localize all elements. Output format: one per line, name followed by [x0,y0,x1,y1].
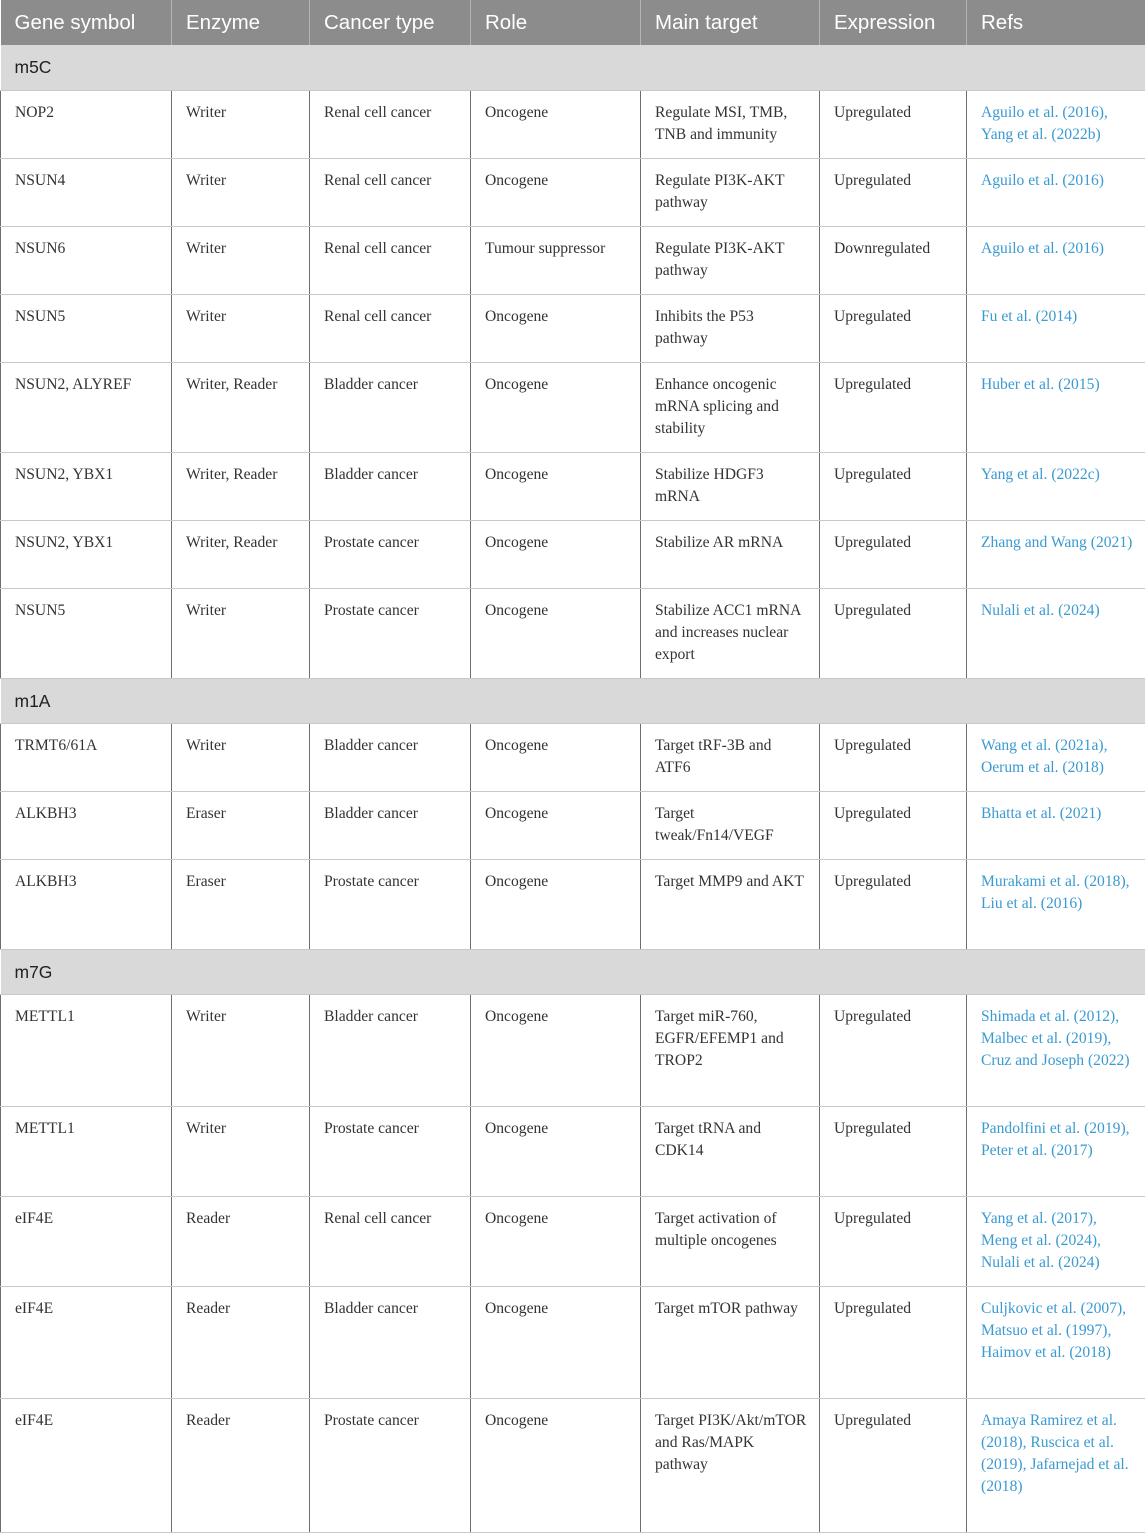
cell-gene-symbol: NSUN2, YBX1 [1,520,172,588]
table-row [1,1286,1145,1398]
cell-enzyme: Writer [172,158,310,226]
cell-main-target: Target MMP9 and AKT [641,859,820,949]
header-role: Role [471,0,641,45]
cell-role: Oncogene [471,294,641,362]
cell-expression: Upregulated [820,520,967,588]
table-row [1,452,1145,520]
cell-expression: Upregulated [820,859,967,949]
cell-role: Oncogene [471,452,641,520]
cell-expression: Upregulated [820,1286,967,1398]
cell-cancer-type: Bladder cancer [310,723,471,791]
cell-cancer-type: Bladder cancer [310,791,471,859]
cell-role: Tumour suppressor [471,226,641,294]
section-label: m5C [1,45,1145,90]
table-header [1,0,1145,45]
table-row [1,294,1145,362]
cell-gene-symbol: NSUN2, YBX1 [1,452,172,520]
cell-main-target: Target activation of multiple oncogenes [641,1196,820,1286]
cell-gene-symbol: NOP2 [1,90,172,158]
cell-expression: Upregulated [820,90,967,158]
cell-cancer-type: Bladder cancer [310,362,471,452]
cell-enzyme: Writer, Reader [172,452,310,520]
cell-expression: Upregulated [820,588,967,678]
cell-main-target: Stabilize ACC1 mRNA and increases nuclear export [641,588,820,678]
cell-cancer-type: Bladder cancer [310,994,471,1106]
cell-refs[interactable]: Nulali et al. (2024) [967,588,1145,678]
cell-gene-symbol: eIF4E [1,1286,172,1398]
cell-cancer-type: Renal cell cancer [310,226,471,294]
cell-enzyme: Reader [172,1196,310,1286]
cell-enzyme: Writer [172,226,310,294]
cell-expression: Upregulated [820,158,967,226]
cell-main-target: Target tRNA and CDK14 [641,1106,820,1196]
section-label: m1A [1,678,1145,723]
cell-enzyme: Eraser [172,791,310,859]
table-row [1,588,1145,678]
cell-refs[interactable]: Aguilo et al. (2016) [967,226,1145,294]
cell-enzyme: Writer, Reader [172,520,310,588]
header-expression: Expression [820,0,967,45]
cell-expression: Downregulated [820,226,967,294]
cell-gene-symbol: NSUN5 [1,588,172,678]
cell-cancer-type: Prostate cancer [310,859,471,949]
table-row [1,1398,1145,1532]
cell-cancer-type: Prostate cancer [310,1398,471,1532]
table-row [1,520,1145,588]
cell-main-target: Regulate PI3K-AKT pathway [641,158,820,226]
table-row [1,994,1145,1106]
cell-expression: Upregulated [820,723,967,791]
cell-enzyme: Reader [172,1398,310,1532]
cell-role: Oncogene [471,158,641,226]
cell-role: Oncogene [471,859,641,949]
table-row [1,859,1145,949]
cell-refs[interactable]: Shimada et al. (2012), Malbec et al. (2019), Cruz and Joseph (2022) [967,994,1145,1106]
cell-gene-symbol: ALKBH3 [1,791,172,859]
cell-expression: Upregulated [820,294,967,362]
cell-role: Oncogene [471,1286,641,1398]
cell-enzyme: Writer [172,90,310,158]
cell-gene-symbol: eIF4E [1,1398,172,1532]
cell-role: Oncogene [471,723,641,791]
cell-expression: Upregulated [820,1398,967,1532]
cell-refs[interactable]: Aguilo et al. (2016) [967,158,1145,226]
cell-gene-symbol: METTL1 [1,1106,172,1196]
section-label: m7G [1,949,1145,994]
cell-main-target: Target miR-760, EGFR/EFEMP1 and TROP2 [641,994,820,1106]
cell-main-target: Target tweak/Fn14/VEGF [641,791,820,859]
section-row-m5c [1,45,1145,90]
header-refs: Refs [967,0,1145,45]
table-row [1,362,1145,452]
cell-expression: Upregulated [820,452,967,520]
cell-cancer-type: Bladder cancer [310,452,471,520]
cell-expression: Upregulated [820,1196,967,1286]
cell-refs[interactable]: Yang et al. (2017), Meng et al. (2024), Nulali et al. (2024) [967,1196,1145,1286]
cell-gene-symbol: TRMT6/61A [1,723,172,791]
cell-gene-symbol: NSUN4 [1,158,172,226]
cell-enzyme: Reader [172,1286,310,1398]
header-enzyme: Enzyme [172,0,310,45]
cell-enzyme: Writer [172,994,310,1106]
cell-enzyme: Writer [172,588,310,678]
cell-role: Oncogene [471,90,641,158]
cell-cancer-type: Prostate cancer [310,1106,471,1196]
cell-main-target: Enhance oncogenic mRNA splicing and stability [641,362,820,452]
cell-refs[interactable]: Pandolfini et al. (2019), Peter et al. (2017) [967,1106,1145,1196]
cell-refs[interactable]: Zhang and Wang (2021) [967,520,1145,588]
cell-main-target: Inhibits the P53 pathway [641,294,820,362]
cell-gene-symbol: NSUN5 [1,294,172,362]
cell-role: Oncogene [471,1196,641,1286]
cell-refs[interactable]: Fu et al. (2014) [967,294,1145,362]
cell-cancer-type: Renal cell cancer [310,158,471,226]
table-row [1,723,1145,791]
table-row [1,158,1145,226]
cell-cancer-type: Renal cell cancer [310,294,471,362]
cell-refs[interactable]: Yang et al. (2022c) [967,452,1145,520]
cell-role: Oncogene [471,362,641,452]
cell-enzyme: Writer [172,1106,310,1196]
table-row [1,791,1145,859]
cell-refs[interactable]: Murakami et al. (2018), Liu et al. (2016) [967,859,1145,949]
header-cancer-type: Cancer type [310,0,471,45]
table-row [1,1106,1145,1196]
cell-expression: Upregulated [820,362,967,452]
cell-expression: Upregulated [820,994,967,1106]
cell-role: Oncogene [471,1398,641,1532]
cell-gene-symbol: eIF4E [1,1196,172,1286]
cell-gene-symbol: NSUN2, ALYREF [1,362,172,452]
cell-refs[interactable]: Culjkovic et al. (2007), Matsuo et al. (1997), Haimov et al. (2018) [967,1286,1145,1398]
table-row [1,226,1145,294]
cell-role: Oncogene [471,588,641,678]
table-row [1,90,1145,158]
cell-cancer-type: Renal cell cancer [310,1196,471,1286]
cell-main-target: Target mTOR pathway [641,1286,820,1398]
cell-role: Oncogene [471,1106,641,1196]
cell-main-target: Stabilize HDGF3 mRNA [641,452,820,520]
cell-refs[interactable]: Huber et al. (2015) [967,362,1145,452]
cell-enzyme: Eraser [172,859,310,949]
cell-enzyme: Writer [172,723,310,791]
table-row [1,1196,1145,1286]
cell-main-target: Regulate PI3K-AKT pathway [641,226,820,294]
cell-refs[interactable]: Aguilo et al. (2016), Yang et al. (2022b) [967,90,1145,158]
cell-enzyme: Writer [172,294,310,362]
cell-main-target: Target PI3K/Akt/mTOR and Ras/MAPK pathway [641,1398,820,1532]
cell-role: Oncogene [471,994,641,1106]
cell-cancer-type: Bladder cancer [310,1286,471,1398]
cell-cancer-type: Prostate cancer [310,588,471,678]
cell-cancer-type: Renal cell cancer [310,90,471,158]
cell-refs[interactable]: Amaya Ramirez et al. (2018), Ruscica et al. (2019), Jafarnejad et al. (2018) [967,1398,1145,1532]
cell-cancer-type: Prostate cancer [310,520,471,588]
cell-enzyme: Writer, Reader [172,362,310,452]
header-main-target: Main target [641,0,820,45]
cell-gene-symbol: METTL1 [1,994,172,1106]
cell-expression: Upregulated [820,1106,967,1196]
cell-main-target: Regulate MSI, TMB, TNB and immunity [641,90,820,158]
section-row-m1a [1,678,1145,723]
cell-expression: Upregulated [820,791,967,859]
table-body [1,45,1145,1532]
cell-gene-symbol: NSUN6 [1,226,172,294]
header-row [1,0,1145,45]
cell-role: Oncogene [471,520,641,588]
cell-main-target: Target tRF-3B and ATF6 [641,723,820,791]
header-gene-symbol: Gene symbol [1,0,172,45]
cell-main-target: Stabilize AR mRNA [641,520,820,588]
cell-refs[interactable]: Bhatta et al. (2021) [967,791,1145,859]
cell-refs[interactable]: Wang et al. (2021a), Oerum et al. (2018) [967,723,1145,791]
section-row-m7g [1,949,1145,994]
cell-role: Oncogene [471,791,641,859]
cell-gene-symbol: ALKBH3 [1,859,172,949]
